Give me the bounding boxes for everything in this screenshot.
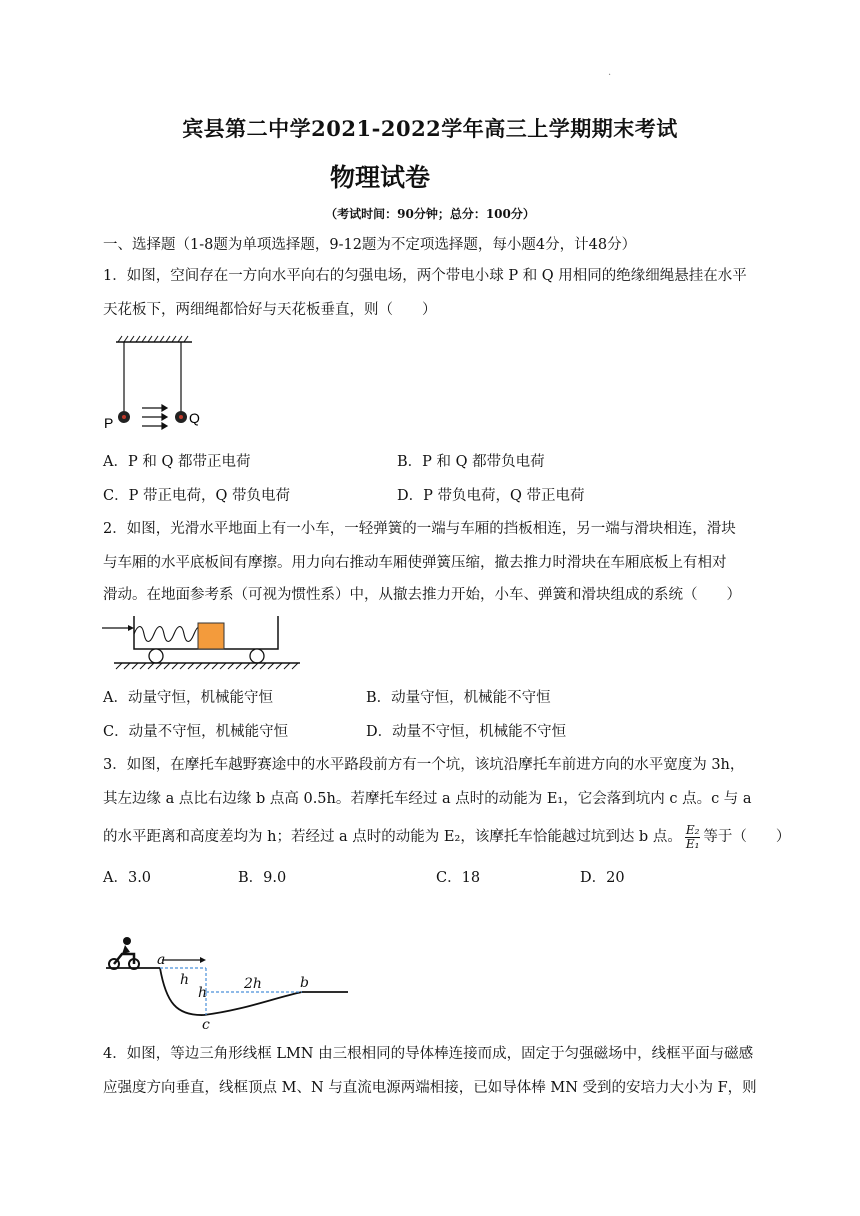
- q3-option-c[interactable]: C．18: [436, 870, 481, 886]
- q3-line3-text: 的水平距离和高度差均为 h；若经过 a 点时的动能为 E₂，该摩托车恰能越过坑到达 b 点。: [103, 829, 682, 845]
- q1-option-d[interactable]: D．P 带负电荷，Q 带正电荷: [397, 488, 585, 504]
- wheel-right: [250, 649, 264, 663]
- q3-line3-end: 等于（ ）: [703, 829, 791, 845]
- ratio-denominator: E₁: [685, 836, 700, 851]
- exam-note: （考试时间：90分钟；总分：100分）: [325, 207, 535, 221]
- q3-option-d[interactable]: D．20: [580, 870, 625, 886]
- q3-line3: [103, 817, 791, 857]
- q2-line2: 与车厢的水平底板间有摩擦。用力向右推动车厢使弹簧压缩，撤去推力时滑块在车厢底板上有相对: [103, 555, 727, 571]
- label-q: Q: [189, 410, 200, 426]
- q3-option-a[interactable]: A．3.0: [103, 870, 152, 886]
- label-c: c: [202, 1017, 210, 1030]
- q4-line2: 应强度方向垂直，线框顶点 M、N 与直流电源两端相接，已如导体棒 MN 受到的安培力大小为 F，则: [103, 1080, 757, 1096]
- q1-line1: 1．如图，空间存在一方向水平向右的匀强电场，两个带电小球 P 和 Q 用相同的绝缘细绳悬挂在水平: [103, 268, 747, 284]
- header-dot: ·: [608, 70, 612, 81]
- field-arrows: [142, 405, 167, 429]
- q2-line1: 2．如图，光滑水平地面上有一小车，一轻弹簧的一端与车厢的挡板相连，另一端与滑块相连，滑块: [103, 521, 736, 537]
- label-a: a: [157, 952, 166, 968]
- q3-figure: [104, 930, 354, 1030]
- label-p: P: [104, 415, 114, 431]
- q2-figure: [100, 612, 310, 674]
- q1-line2: 天花板下，两细绳都恰好与天花板垂直，则（ ）: [103, 302, 437, 318]
- motorcycle-icon: [109, 937, 139, 969]
- q4-line1: 4．如图，等边三角形线框 LMN 由三根相同的导体棒连接而成，固定于匀强磁场中，线框平面与磁感: [103, 1046, 754, 1062]
- label-2h: 2h: [244, 976, 262, 992]
- q1-option-b[interactable]: B．P 和 Q 都带负电荷: [397, 454, 545, 470]
- q3-line2: 其左边缘 a 点比右边缘 b 点高 0.5h。若摩托车经过 a 点时的动能为 E₁，它会落到坑内 c 点。c 与 a: [103, 791, 752, 807]
- label-h-horizontal: h: [180, 972, 190, 988]
- ground-hatch: [116, 663, 298, 669]
- q3-option-b[interactable]: B．9.0: [238, 870, 287, 886]
- exam-title: 宾县第二中学2021-2022学年高三上学期期末考试: [182, 116, 678, 141]
- q2-option-b[interactable]: B．动量守恒，机械能不守恒: [366, 690, 551, 706]
- q2-option-d[interactable]: D．动量不守恒，机械能不守恒: [366, 724, 567, 740]
- wheel-left: [149, 649, 163, 663]
- exam-subtitle: 物理试卷: [329, 163, 430, 192]
- q1-figure: [100, 334, 220, 434]
- ceiling-hatch: [118, 336, 188, 342]
- section-heading: 一、选择题（1-8题为单项选择题，9-12题为不定项选择题，每小题4分，计48分）: [103, 237, 637, 253]
- q2-line3: 滑动。在地面参考系（可视为惯性系）中，从撤去推力开始，小车、弹簧和滑块组成的系统（ ）: [103, 587, 741, 603]
- q1-option-c[interactable]: C．P 带正电荷，Q 带负电荷: [103, 488, 290, 504]
- label-b: b: [300, 975, 309, 991]
- label-h-vertical: h: [198, 985, 208, 1001]
- slider-block: [198, 623, 224, 649]
- q1-option-a[interactable]: A．P 和 Q 都带正电荷: [103, 454, 251, 470]
- ratio-numerator: E₂: [685, 822, 700, 837]
- q2-option-c[interactable]: C．动量不守恒，机械能守恒: [103, 724, 289, 740]
- q3-line1: 3．如图，在摩托车越野赛途中的水平路段前方有一个坑，该坑沿摩托车前进方向的水平宽度为 3h，: [103, 757, 745, 773]
- q2-option-a[interactable]: A．动量守恒，机械能守恒: [103, 690, 273, 706]
- energy-ratio: [685, 824, 701, 851]
